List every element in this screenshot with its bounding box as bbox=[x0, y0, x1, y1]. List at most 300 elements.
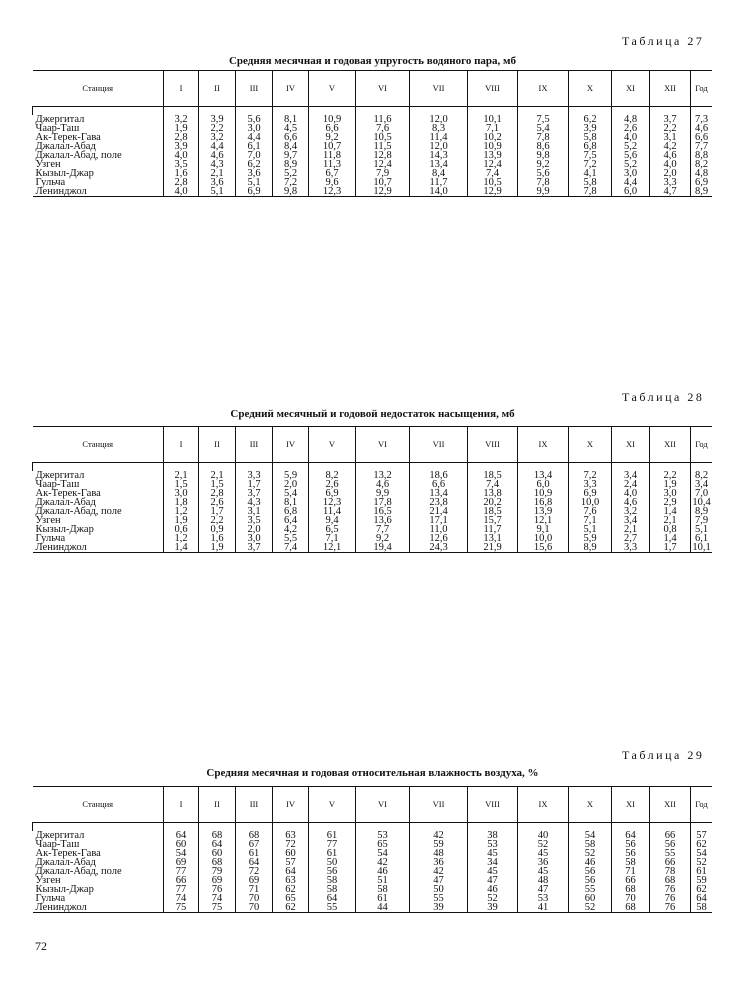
value-cell: 58 bbox=[309, 876, 356, 885]
column-header: VI bbox=[356, 427, 410, 463]
value-cell: 2,6 bbox=[612, 124, 650, 133]
value-cell: 13,4 bbox=[518, 471, 569, 480]
value-cell: 4,6 bbox=[199, 151, 236, 160]
value-cell: 7,1 bbox=[468, 124, 518, 133]
value-cell: 2,8 bbox=[199, 489, 236, 498]
station-name: Ленинджол bbox=[33, 903, 164, 913]
column-header: XI bbox=[612, 71, 650, 107]
value-cell: 1,4 bbox=[650, 507, 691, 516]
value-cell: 11,5 bbox=[356, 142, 410, 151]
value-cell: 39 bbox=[410, 903, 468, 913]
value-cell: 64 bbox=[309, 894, 356, 903]
value-cell: 3,2 bbox=[612, 507, 650, 516]
value-cell: 76 bbox=[199, 885, 236, 894]
value-cell: 45 bbox=[468, 849, 518, 858]
value-cell: 54 bbox=[569, 831, 612, 840]
value-cell: 5,2 bbox=[612, 142, 650, 151]
station-name: Джергитал bbox=[35, 114, 85, 125]
value-cell: 2,4 bbox=[612, 480, 650, 489]
station-name: Узген bbox=[35, 875, 61, 886]
value-cell: 54 bbox=[691, 849, 713, 858]
table-29-title: Средняя месячная и годовая относительная влажность воздуха, % bbox=[206, 767, 539, 779]
table-27-number: Таблица 27 bbox=[622, 34, 705, 48]
station-name: Гульча bbox=[35, 533, 66, 544]
value-cell: 7,1 bbox=[569, 516, 612, 525]
column-header: II bbox=[199, 427, 236, 463]
column-header: II bbox=[199, 71, 236, 107]
value-cell: 10,1 bbox=[692, 542, 711, 553]
table-29-number: Таблица 29 bbox=[622, 748, 705, 762]
value-cell: 1,4 bbox=[650, 534, 691, 543]
station-name: Узген bbox=[35, 159, 61, 170]
value-cell: 62 bbox=[691, 885, 713, 894]
value-cell: 6,9 bbox=[569, 489, 612, 498]
station-name: Чаар-Таш bbox=[35, 479, 80, 490]
value-cell: 66 bbox=[650, 831, 691, 840]
value-cell: 9,4 bbox=[309, 516, 356, 525]
value-cell: 69 bbox=[236, 876, 273, 885]
value-cell: 3,4 bbox=[612, 516, 650, 525]
value-cell: 48 bbox=[410, 849, 468, 858]
value-cell: 55 bbox=[309, 903, 356, 913]
value-cell: 61 bbox=[309, 849, 356, 858]
value-cell: 13,4 bbox=[410, 489, 468, 498]
value-cell: 2,1 bbox=[199, 471, 236, 480]
value-cell: 68 bbox=[612, 903, 650, 913]
value-cell: 3,6 bbox=[199, 178, 236, 187]
table-row bbox=[33, 840, 713, 849]
value-cell: 77 bbox=[164, 885, 199, 894]
value-cell: 3,3 bbox=[612, 543, 650, 553]
value-cell: 9,2 bbox=[356, 534, 410, 543]
station-name: Ак-Терек-Гава bbox=[35, 132, 101, 143]
value-cell: 64 bbox=[236, 858, 273, 867]
station-name: Джалал-Абад, поле bbox=[35, 150, 122, 161]
table-29 bbox=[32, 786, 712, 913]
station-name: Кызыл-Джар bbox=[35, 168, 94, 179]
table-row bbox=[33, 498, 713, 507]
value-cell: 36 bbox=[410, 858, 468, 867]
value-cell: 2,2 bbox=[650, 471, 691, 480]
spacer-row bbox=[33, 107, 713, 116]
value-cell: 10,2 bbox=[468, 133, 518, 142]
table-row bbox=[33, 480, 713, 489]
value-cell: 4,6 bbox=[612, 498, 650, 507]
value-cell: 4,3 bbox=[199, 160, 236, 169]
value-cell: 3,2 bbox=[199, 133, 236, 142]
value-cell: 12,1 bbox=[518, 516, 569, 525]
value-cell: 10,5 bbox=[356, 133, 410, 142]
value-cell: 6,1 bbox=[691, 534, 713, 543]
value-cell: 7,7 bbox=[356, 525, 410, 534]
value-cell: 9,6 bbox=[309, 178, 356, 187]
value-cell: 2,2 bbox=[199, 516, 236, 525]
value-cell: 4,0 bbox=[164, 187, 199, 197]
value-cell: 9,2 bbox=[518, 160, 569, 169]
column-header: VIII bbox=[468, 427, 518, 463]
value-cell: 12,9 bbox=[356, 187, 410, 197]
value-cell: 12,1 bbox=[309, 543, 356, 553]
value-cell: 62 bbox=[273, 903, 309, 913]
value-cell: 4,0 bbox=[612, 489, 650, 498]
value-cell: 47 bbox=[410, 876, 468, 885]
value-cell: 65 bbox=[273, 894, 309, 903]
value-cell: 65 bbox=[356, 840, 410, 849]
value-cell: 6,9 bbox=[236, 187, 273, 197]
value-cell: 10,1 bbox=[468, 115, 518, 124]
column-header: IV bbox=[273, 787, 309, 823]
value-cell: 5,5 bbox=[273, 534, 309, 543]
value-cell: 76 bbox=[650, 894, 691, 903]
value-cell: 3,9 bbox=[199, 115, 236, 124]
value-cell: 13,6 bbox=[356, 516, 410, 525]
table-row bbox=[33, 187, 713, 197]
value-cell: 14,3 bbox=[410, 151, 468, 160]
value-cell: 11,0 bbox=[410, 525, 468, 534]
value-cell: 3,1 bbox=[650, 133, 691, 142]
value-cell: 2,0 bbox=[650, 169, 691, 178]
station-name: Гульча bbox=[35, 177, 66, 188]
column-header: Станция bbox=[33, 71, 164, 107]
value-cell: 4,2 bbox=[273, 525, 309, 534]
value-cell: 4,8 bbox=[691, 169, 713, 178]
value-cell: 75 bbox=[199, 903, 236, 913]
value-cell: 6,4 bbox=[273, 516, 309, 525]
value-cell: 42 bbox=[410, 867, 468, 876]
value-cell: 56 bbox=[612, 840, 650, 849]
value-cell: 2,0 bbox=[236, 525, 273, 534]
value-cell: 12,4 bbox=[356, 160, 410, 169]
value-cell: 3,5 bbox=[236, 516, 273, 525]
value-cell: 8,9 bbox=[691, 187, 713, 197]
value-cell: 6,0 bbox=[518, 480, 569, 489]
value-cell: 67 bbox=[236, 840, 273, 849]
value-cell: 4,5 bbox=[273, 124, 309, 133]
value-cell: 58 bbox=[309, 885, 356, 894]
value-cell: 3,9 bbox=[164, 142, 199, 151]
value-cell: 58 bbox=[612, 858, 650, 867]
table-row bbox=[33, 516, 713, 525]
value-cell: 53 bbox=[356, 831, 410, 840]
table-row bbox=[33, 489, 713, 498]
table-row bbox=[33, 876, 713, 885]
value-cell: 41 bbox=[518, 903, 569, 913]
value-cell: 38 bbox=[468, 831, 518, 840]
value-cell: 71 bbox=[236, 885, 273, 894]
station-name: Кызыл-Джар bbox=[35, 884, 94, 895]
value-cell: 10,5 bbox=[468, 178, 518, 187]
value-cell: 2,7 bbox=[612, 534, 650, 543]
value-cell: 40 bbox=[518, 831, 569, 840]
value-cell: 20,2 bbox=[468, 498, 518, 507]
value-cell: 60 bbox=[199, 849, 236, 858]
value-cell: 46 bbox=[356, 867, 410, 876]
value-cell: 48 bbox=[518, 876, 569, 885]
value-cell: 12,6 bbox=[410, 534, 468, 543]
value-cell: 64 bbox=[612, 831, 650, 840]
station-name: Джергитал bbox=[35, 830, 85, 841]
value-cell: 52 bbox=[518, 840, 569, 849]
value-cell: 45 bbox=[468, 867, 518, 876]
value-cell: 10,9 bbox=[518, 489, 569, 498]
value-cell: 47 bbox=[468, 876, 518, 885]
value-cell: 1,7 bbox=[236, 480, 273, 489]
value-cell: 6,9 bbox=[309, 489, 356, 498]
column-header: VII bbox=[410, 427, 468, 463]
value-cell: 3,4 bbox=[612, 471, 650, 480]
value-cell: 70 bbox=[236, 894, 273, 903]
value-cell: 6,7 bbox=[309, 169, 356, 178]
value-cell: 66 bbox=[650, 858, 691, 867]
value-cell: 4,1 bbox=[569, 169, 612, 178]
station-name: Чаар-Таш bbox=[35, 123, 80, 134]
value-cell: 58 bbox=[356, 885, 410, 894]
value-cell: 52 bbox=[569, 903, 612, 913]
value-cell: 66 bbox=[164, 876, 199, 885]
value-cell: 5,6 bbox=[236, 115, 273, 124]
value-cell: 76 bbox=[650, 885, 691, 894]
value-cell: 18,6 bbox=[410, 471, 468, 480]
value-cell: 3,1 bbox=[236, 507, 273, 516]
value-cell: 4,6 bbox=[650, 151, 691, 160]
value-cell: 11,4 bbox=[410, 133, 468, 142]
value-cell: 61 bbox=[236, 849, 273, 858]
column-header: Год bbox=[691, 787, 713, 823]
station-name: Ак-Терек-Гава bbox=[35, 848, 101, 859]
value-cell: 42 bbox=[356, 858, 410, 867]
value-cell: 11,8 bbox=[309, 151, 356, 160]
value-cell: 7,9 bbox=[356, 169, 410, 178]
value-cell: 5,2 bbox=[612, 160, 650, 169]
value-cell: 60 bbox=[273, 849, 309, 858]
station-name: Гульча bbox=[35, 893, 66, 904]
value-cell: 4,4 bbox=[612, 178, 650, 187]
station-name: Джалал-Абад bbox=[35, 857, 96, 868]
table-row bbox=[33, 867, 713, 876]
value-cell: 5,1 bbox=[199, 187, 236, 197]
value-cell: 1,8 bbox=[164, 498, 199, 507]
value-cell: 5,1 bbox=[691, 525, 713, 534]
value-cell: 8,4 bbox=[273, 142, 309, 151]
column-header: VIII bbox=[468, 71, 518, 107]
value-cell: 5,9 bbox=[273, 471, 309, 480]
value-cell: 7,2 bbox=[273, 178, 309, 187]
value-cell: 58 bbox=[569, 840, 612, 849]
column-header: XII bbox=[650, 427, 691, 463]
value-cell: 64 bbox=[199, 840, 236, 849]
value-cell: 6,8 bbox=[273, 507, 309, 516]
station-name: Узген bbox=[35, 515, 61, 526]
station-name: Джалал-Абад bbox=[35, 141, 96, 152]
value-cell: 62 bbox=[273, 885, 309, 894]
value-cell: 3,4 bbox=[691, 480, 713, 489]
value-cell: 50 bbox=[410, 885, 468, 894]
value-cell: 1,6 bbox=[199, 534, 236, 543]
value-cell: 10,9 bbox=[468, 142, 518, 151]
value-cell: 39 bbox=[468, 903, 518, 913]
column-header: VI bbox=[356, 71, 410, 107]
value-cell: 2,1 bbox=[650, 516, 691, 525]
column-header: Год bbox=[691, 71, 713, 107]
table-row bbox=[33, 124, 713, 133]
value-cell: 8,2 bbox=[691, 471, 713, 480]
value-cell: 1,9 bbox=[164, 124, 199, 133]
column-header: IX bbox=[518, 787, 569, 823]
value-cell: 57 bbox=[691, 831, 713, 840]
value-cell: 54 bbox=[164, 849, 199, 858]
value-cell: 10,0 bbox=[518, 534, 569, 543]
value-cell: 69 bbox=[164, 858, 199, 867]
value-cell: 17,1 bbox=[410, 516, 468, 525]
page-number: 72 bbox=[35, 939, 47, 953]
value-cell: 5,8 bbox=[569, 178, 612, 187]
value-cell: 10,4 bbox=[692, 497, 711, 508]
column-header: XII bbox=[650, 71, 691, 107]
value-cell: 8,9 bbox=[569, 543, 612, 553]
value-cell: 2,1 bbox=[164, 471, 199, 480]
value-cell: 52 bbox=[691, 858, 713, 867]
value-cell: 5,8 bbox=[569, 133, 612, 142]
value-cell: 4,6 bbox=[691, 124, 713, 133]
value-cell: 18,5 bbox=[468, 471, 518, 480]
value-cell: 4,6 bbox=[356, 480, 410, 489]
column-header: III bbox=[236, 71, 273, 107]
value-cell: 44 bbox=[356, 903, 410, 913]
value-cell: 6,5 bbox=[309, 525, 356, 534]
station-name: Джалал-Абад bbox=[35, 497, 96, 508]
value-cell: 13,8 bbox=[468, 489, 518, 498]
table-row bbox=[33, 543, 713, 553]
value-cell: 69 bbox=[199, 876, 236, 885]
table-27-title: Средняя месячная и годовая упругость водяного пара, мб bbox=[228, 55, 517, 67]
value-cell: 5,1 bbox=[236, 178, 273, 187]
value-cell: 56 bbox=[612, 849, 650, 858]
value-cell: 3,0 bbox=[236, 534, 273, 543]
table-row bbox=[33, 831, 713, 840]
column-header: Станция bbox=[33, 427, 164, 463]
value-cell: 11,4 bbox=[309, 507, 356, 516]
value-cell: 6,1 bbox=[236, 142, 273, 151]
value-cell: 34 bbox=[468, 858, 518, 867]
value-cell: 13,4 bbox=[410, 160, 468, 169]
header-row bbox=[33, 427, 713, 463]
value-cell: 55 bbox=[650, 849, 691, 858]
column-header: III bbox=[236, 787, 273, 823]
value-cell: 2,2 bbox=[650, 124, 691, 133]
column-header: XI bbox=[612, 787, 650, 823]
value-cell: 13,2 bbox=[356, 471, 410, 480]
column-header: II bbox=[199, 787, 236, 823]
table-row bbox=[33, 849, 713, 858]
station-name: Чаар-Таш bbox=[35, 839, 80, 850]
value-cell: 3,0 bbox=[612, 169, 650, 178]
value-cell: 2,0 bbox=[273, 480, 309, 489]
header-row bbox=[33, 71, 713, 107]
value-cell: 13,1 bbox=[468, 534, 518, 543]
value-cell: 7,0 bbox=[236, 151, 273, 160]
value-cell: 6,9 bbox=[691, 178, 713, 187]
value-cell: 74 bbox=[199, 894, 236, 903]
table-row bbox=[33, 471, 713, 480]
value-cell: 3,5 bbox=[164, 160, 199, 169]
value-cell: 10,7 bbox=[356, 178, 410, 187]
value-cell: 3,0 bbox=[236, 124, 273, 133]
value-cell: 8,8 bbox=[691, 151, 713, 160]
value-cell: 7,5 bbox=[518, 115, 569, 124]
station-name: Джалал-Абад, поле bbox=[35, 866, 122, 877]
table-28-title: Средний месячный и годовой недостаток насыщения, мб bbox=[230, 408, 515, 420]
column-header: V bbox=[309, 787, 356, 823]
value-cell: 16,5 bbox=[356, 507, 410, 516]
value-cell: 4,0 bbox=[650, 160, 691, 169]
value-cell: 7,1 bbox=[309, 534, 356, 543]
value-cell: 23,8 bbox=[410, 498, 468, 507]
value-cell: 78 bbox=[650, 867, 691, 876]
value-cell: 71 bbox=[612, 867, 650, 876]
column-header: V bbox=[309, 427, 356, 463]
value-cell: 9,9 bbox=[518, 187, 569, 197]
value-cell: 64 bbox=[164, 831, 199, 840]
value-cell: 5,1 bbox=[569, 525, 612, 534]
table-row bbox=[33, 178, 713, 187]
value-cell: 7,4 bbox=[468, 169, 518, 178]
value-cell: 66 bbox=[612, 876, 650, 885]
value-cell: 12,0 bbox=[410, 142, 468, 151]
column-header: V bbox=[309, 71, 356, 107]
value-cell: 17,8 bbox=[356, 498, 410, 507]
value-cell: 74 bbox=[164, 894, 199, 903]
column-header: VIII bbox=[468, 787, 518, 823]
value-cell: 68 bbox=[199, 858, 236, 867]
station-name: Ленинджол bbox=[33, 543, 164, 553]
value-cell: 5,6 bbox=[518, 169, 569, 178]
value-cell: 11,3 bbox=[309, 160, 356, 169]
value-cell: 9,8 bbox=[518, 151, 569, 160]
value-cell: 3,7 bbox=[236, 489, 273, 498]
value-cell: 51 bbox=[356, 876, 410, 885]
station-name: Кызыл-Джар bbox=[35, 524, 94, 535]
value-cell: 0,8 bbox=[650, 525, 691, 534]
value-cell: 2,1 bbox=[612, 525, 650, 534]
value-cell: 56 bbox=[309, 867, 356, 876]
value-cell: 6,6 bbox=[309, 124, 356, 133]
column-header: XII bbox=[650, 787, 691, 823]
value-cell: 45 bbox=[518, 867, 569, 876]
header-row bbox=[33, 787, 713, 823]
value-cell: 68 bbox=[199, 831, 236, 840]
value-cell: 8,4 bbox=[410, 169, 468, 178]
table-row bbox=[33, 151, 713, 160]
value-cell: 6,8 bbox=[569, 142, 612, 151]
value-cell: 6,0 bbox=[612, 187, 650, 197]
value-cell: 5,6 bbox=[612, 151, 650, 160]
value-cell: 1,9 bbox=[164, 516, 199, 525]
value-cell: 7,9 bbox=[691, 516, 713, 525]
value-cell: 14,0 bbox=[410, 187, 468, 197]
value-cell: 6,2 bbox=[569, 115, 612, 124]
value-cell: 7,2 bbox=[569, 160, 612, 169]
value-cell: 15,7 bbox=[468, 516, 518, 525]
value-cell: 7,2 bbox=[569, 471, 612, 480]
value-cell: 77 bbox=[309, 840, 356, 849]
value-cell: 0,9 bbox=[199, 525, 236, 534]
value-cell: 1,6 bbox=[164, 169, 199, 178]
column-header: III bbox=[236, 427, 273, 463]
value-cell: 10,0 bbox=[569, 498, 612, 507]
value-cell: 10,9 bbox=[309, 115, 356, 124]
station-name: Ленинджол bbox=[33, 187, 164, 197]
value-cell: 7,6 bbox=[569, 507, 612, 516]
